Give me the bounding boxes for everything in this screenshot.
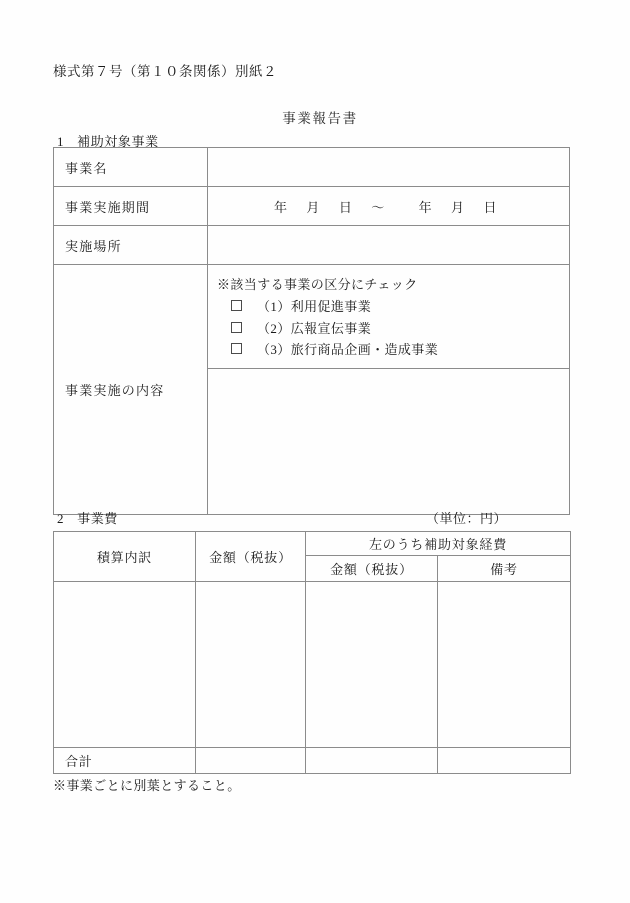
cost-header-subsidy-amount: 金額（税抜） — [306, 556, 438, 582]
business-name-label: 事業名 — [54, 148, 208, 187]
table-row-business-period — [54, 187, 570, 226]
checklist-note: ※該当する事業の区分にチェック — [217, 277, 418, 292]
section-2-label: 事業費 — [77, 511, 118, 526]
checklist-item-2-label: （2）広報宣伝事業 — [257, 320, 372, 336]
business-content-label: 事業実施の内容 — [54, 265, 208, 515]
checkbox-icon-2[interactable] — [231, 322, 242, 333]
checklist-block — [208, 265, 569, 369]
business-name-field[interactable] — [208, 148, 570, 187]
period-day-start: 日 — [338, 199, 353, 215]
checklist-item-3-label: （3）旅行商品企画・造成事業 — [257, 342, 439, 357]
cost-header-subsidy-group: 左のうち補助対象経費 — [306, 532, 571, 556]
period-month-end: 月 — [451, 199, 465, 215]
business-info-table — [53, 147, 570, 515]
table-row-business-name — [54, 148, 570, 187]
cost-cell-subsidy-amount[interactable] — [306, 582, 438, 748]
table-row-business-place — [54, 226, 570, 265]
business-content-free-area[interactable] — [208, 369, 569, 514]
cost-header-remarks: 備考 — [438, 556, 571, 582]
period-year-end: 年 — [418, 199, 433, 215]
business-period-label: 事業実施期間 — [54, 187, 208, 226]
cost-total-label: 合計 — [54, 748, 196, 774]
page-title: 事業報告書 — [282, 111, 358, 126]
table-row — [54, 582, 571, 748]
cost-table — [53, 531, 571, 774]
cost-header-breakdown: 積算内訳 — [54, 532, 196, 582]
footnote: ※事業ごとに別葉とすること。 — [53, 778, 241, 793]
business-place-label: 実施場所 — [54, 226, 208, 265]
cost-header-amount: 金額（税抜） — [196, 532, 306, 582]
period-day-end: 日 — [483, 199, 497, 215]
cost-cell-remarks[interactable] — [438, 582, 571, 748]
checkbox-icon-1[interactable] — [231, 300, 242, 311]
period-line — [219, 197, 569, 216]
checklist-item-1[interactable] — [231, 296, 569, 315]
period-tilde: ～ — [371, 199, 385, 215]
cost-total-amount[interactable] — [196, 748, 306, 774]
table-row-total — [54, 748, 571, 774]
checklist-item-2[interactable] — [231, 318, 569, 337]
cost-total-subsidy-amount[interactable] — [306, 748, 438, 774]
section-2-number: 2 — [57, 511, 65, 526]
form-header: 様式第７号（第１０条関係）別紙２ — [53, 64, 277, 79]
checkbox-icon-3[interactable] — [231, 343, 242, 354]
cost-header-row-top — [54, 532, 571, 556]
period-month-start: 月 — [306, 199, 320, 215]
business-period-field[interactable] — [208, 187, 570, 226]
section-1-number: 1 — [57, 134, 65, 149]
business-content-field — [208, 265, 570, 515]
table-row-business-content — [54, 265, 570, 515]
checklist-item-1-label: （1）利用促進事業 — [257, 299, 372, 314]
checklist-item-3[interactable] — [231, 339, 569, 358]
section-1-label: 補助対象事業 — [77, 134, 159, 149]
cost-cell-breakdown[interactable] — [54, 582, 196, 748]
cost-cell-amount[interactable] — [196, 582, 306, 748]
cost-total-remarks[interactable] — [438, 748, 571, 774]
period-year-start: 年 — [274, 199, 288, 215]
unit-note: （単位：円） — [425, 511, 507, 526]
business-place-field[interactable] — [208, 226, 570, 265]
